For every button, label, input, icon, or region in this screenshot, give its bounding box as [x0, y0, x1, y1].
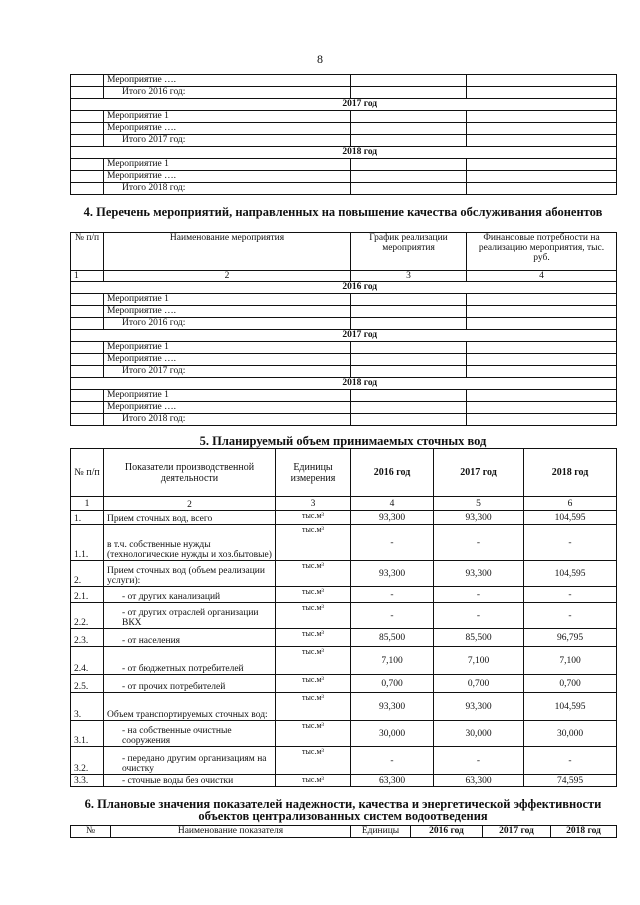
value-2017: 63,300 [434, 775, 524, 787]
row-label: - на собственные очистные сооружения [104, 721, 276, 747]
event-row [71, 402, 617, 414]
event-name: Мероприятие 1 [104, 294, 351, 306]
row-num: 2.5. [71, 675, 104, 693]
year-label: 2017 год [104, 99, 617, 111]
row-unit: тыс.м³ [276, 721, 351, 747]
value-2018: 74,595 [524, 775, 617, 787]
header-schedule: График реализации мероприятия [351, 233, 467, 271]
schedule-cell [351, 123, 467, 135]
value-2018: - [524, 603, 617, 629]
year-spacer [71, 330, 104, 342]
finance-cell [467, 183, 617, 195]
event-row [71, 390, 617, 402]
header-indicator: Показатели производственной деятельности [104, 449, 276, 497]
num-cell [71, 390, 104, 402]
table-row [71, 775, 617, 787]
total-label: Итого 2016 год: [104, 318, 351, 330]
row-num: 3.1. [71, 721, 104, 747]
row-unit: тыс.м³ [276, 603, 351, 629]
header-num: № п/п [71, 233, 104, 271]
header-indicator: Наименование показателя [111, 826, 351, 838]
event-row [71, 123, 617, 135]
event-name: Мероприятие 1 [104, 342, 351, 354]
col-number: 4 [351, 497, 434, 511]
value-2016: 93,300 [351, 561, 434, 587]
event-row [71, 306, 617, 318]
schedule-cell [351, 354, 467, 366]
value-2016: - [351, 747, 434, 775]
year-label: 2018 год [104, 378, 617, 390]
finance-cell [467, 75, 617, 87]
year-row [71, 378, 617, 390]
event-name: Мероприятие …. [104, 354, 351, 366]
section-6-table [70, 825, 617, 838]
schedule-cell [351, 342, 467, 354]
num-cell [71, 135, 104, 147]
event-row [71, 159, 617, 171]
finance-cell [467, 123, 617, 135]
section-4-title: 4. Перечень мероприятий, направленных на повышение качества обслуживания абонентов [83, 205, 603, 219]
year-row [71, 147, 617, 159]
value-2017: - [434, 587, 524, 603]
row-label: - от других отраслей организации ВКХ [104, 603, 276, 629]
num-cell [71, 318, 104, 330]
col-number: 4 [467, 271, 617, 282]
value-2017: - [434, 525, 524, 561]
table-row [71, 603, 617, 629]
finance-cell [467, 354, 617, 366]
table-row [71, 629, 617, 647]
value-2017: - [434, 603, 524, 629]
num-cell [71, 366, 104, 378]
year-row [71, 282, 617, 294]
value-2016: 30,000 [351, 721, 434, 747]
num-cell [71, 414, 104, 426]
row-num: 3.3. [71, 775, 104, 787]
header-2018: 2018 год [524, 449, 617, 497]
total-row [71, 183, 617, 195]
finance-cell [467, 171, 617, 183]
year-spacer [71, 378, 104, 390]
header-num: № п/п [71, 449, 104, 497]
event-row [71, 171, 617, 183]
event-row [71, 75, 617, 87]
header-name: Наименование мероприятия [104, 233, 351, 271]
schedule-cell [351, 414, 467, 426]
schedule-cell [351, 75, 467, 87]
value-2018: - [524, 747, 617, 775]
schedule-cell [351, 402, 467, 414]
total-row [71, 318, 617, 330]
header-2016: 2016 год [351, 449, 434, 497]
num-cell [71, 171, 104, 183]
row-num: 3.2. [71, 747, 104, 775]
page-number: 8 [317, 52, 323, 66]
row-label: Прием сточных вод, всего [104, 511, 276, 525]
total-row [71, 87, 617, 99]
table-row [71, 693, 617, 721]
col-number: 3 [351, 271, 467, 282]
row-unit: тыс.м³ [276, 647, 351, 675]
row-num: 2.1. [71, 587, 104, 603]
row-unit: тыс.м³ [276, 675, 351, 693]
value-2018: 0,700 [524, 675, 617, 693]
event-name: Мероприятие …. [104, 402, 351, 414]
num-cell [71, 354, 104, 366]
top-events-table [70, 74, 617, 195]
row-unit: тыс.м³ [276, 747, 351, 775]
total-row [71, 366, 617, 378]
value-2017: 7,100 [434, 647, 524, 675]
event-name: Мероприятие …. [104, 306, 351, 318]
table-row [71, 647, 617, 675]
table-row [71, 675, 617, 693]
col-number: 2 [104, 497, 276, 511]
row-label: Объем транспортируемых сточных вод: [104, 693, 276, 721]
num-cell [71, 294, 104, 306]
col-number: 3 [276, 497, 351, 511]
value-2018: 7,100 [524, 647, 617, 675]
num-cell [71, 123, 104, 135]
finance-cell [467, 159, 617, 171]
row-label: Прием сточных вод (объем реализации услуги): [104, 561, 276, 587]
row-unit: тыс.м³ [276, 511, 351, 525]
row-unit: тыс.м³ [276, 629, 351, 647]
col-number: 5 [434, 497, 524, 511]
schedule-cell [351, 294, 467, 306]
section-5-table [70, 448, 617, 787]
row-unit: тыс.м³ [276, 561, 351, 587]
finance-cell [467, 414, 617, 426]
value-2016: - [351, 603, 434, 629]
row-label: - сточные воды без очистки [104, 775, 276, 787]
event-name: Мероприятие …. [104, 75, 351, 87]
num-cell [71, 75, 104, 87]
row-num: 2.2. [71, 603, 104, 629]
value-2017: 30,000 [434, 721, 524, 747]
schedule-cell [351, 111, 467, 123]
total-label: Итого 2018 год: [104, 414, 351, 426]
finance-cell [467, 87, 617, 99]
row-label: - от населения [104, 629, 276, 647]
schedule-cell [351, 135, 467, 147]
finance-cell [467, 306, 617, 318]
header-2016: 2016 год [411, 826, 483, 838]
row-label: в т.ч. собственные нужды (технологические нужды и хоз.бытовые) [104, 525, 276, 561]
year-row [71, 330, 617, 342]
value-2017: 93,300 [434, 693, 524, 721]
row-num: 3. [71, 693, 104, 721]
section-5-title: 5. Планируемый объем принимаемых сточных вод [199, 434, 487, 448]
finance-cell [467, 135, 617, 147]
row-unit: тыс.м³ [276, 587, 351, 603]
event-row [71, 294, 617, 306]
event-row [71, 111, 617, 123]
col-number: 1 [71, 271, 104, 282]
total-row [71, 414, 617, 426]
table-row [71, 587, 617, 603]
total-label: Итого 2017 год: [104, 366, 351, 378]
year-spacer [71, 99, 104, 111]
event-name: Мероприятие 1 [104, 159, 351, 171]
event-name: Мероприятие …. [104, 123, 351, 135]
schedule-cell [351, 87, 467, 99]
table-row [71, 525, 617, 561]
header-2018: 2018 год [551, 826, 617, 838]
row-unit: тыс.м³ [276, 775, 351, 787]
year-row [71, 99, 617, 111]
row-unit: тыс.м³ [276, 693, 351, 721]
num-cell [71, 159, 104, 171]
schedule-cell [351, 159, 467, 171]
value-2016: 63,300 [351, 775, 434, 787]
finance-cell [467, 390, 617, 402]
section-6-title: 6. Плановые значения показателей надежности, качества и энергетической эффективности объектов централизованных систем водоотведения [84, 797, 602, 823]
value-2018: 104,595 [524, 693, 617, 721]
schedule-cell [351, 390, 467, 402]
value-2018: - [524, 525, 617, 561]
value-2017: 93,300 [434, 511, 524, 525]
schedule-cell [351, 318, 467, 330]
table-row [71, 511, 617, 525]
year-label: 2016 год [104, 282, 617, 294]
event-name: Мероприятие 1 [104, 111, 351, 123]
header-unit: Единицы [351, 826, 411, 838]
value-2018: 96,795 [524, 629, 617, 647]
year-label: 2018 год [104, 147, 617, 159]
header-unit: Единицы измерения [276, 449, 351, 497]
value-2017: 0,700 [434, 675, 524, 693]
schedule-cell [351, 366, 467, 378]
num-cell [71, 87, 104, 99]
row-unit: тыс.м³ [276, 525, 351, 561]
event-row [71, 342, 617, 354]
year-label: 2017 год [104, 330, 617, 342]
finance-cell [467, 342, 617, 354]
section-4-table [70, 232, 617, 426]
value-2018: 30,000 [524, 721, 617, 747]
total-label: Итого 2017 год: [104, 135, 351, 147]
col-number: 2 [104, 271, 351, 282]
value-2016: - [351, 587, 434, 603]
year-spacer [71, 147, 104, 159]
value-2016: 0,700 [351, 675, 434, 693]
num-cell [71, 183, 104, 195]
row-label: - от бюджетных потребителей [104, 647, 276, 675]
row-label: - передано другим организациям на очистку [104, 747, 276, 775]
total-label: Итого 2016 год: [104, 87, 351, 99]
row-num: 2.3. [71, 629, 104, 647]
value-2016: 93,300 [351, 511, 434, 525]
value-2017: - [434, 747, 524, 775]
value-2016: 93,300 [351, 693, 434, 721]
event-name: Мероприятие 1 [104, 390, 351, 402]
row-label: - от прочих потребителей [104, 675, 276, 693]
row-num: 2. [71, 561, 104, 587]
total-label: Итого 2018 год: [104, 183, 351, 195]
row-num: 1. [71, 511, 104, 525]
header-2017: 2017 год [483, 826, 551, 838]
col-number: 6 [524, 497, 617, 511]
event-row [71, 354, 617, 366]
num-cell [71, 402, 104, 414]
table-row [71, 721, 617, 747]
finance-cell [467, 402, 617, 414]
schedule-cell [351, 171, 467, 183]
value-2017: 85,500 [434, 629, 524, 647]
schedule-cell [351, 306, 467, 318]
finance-cell [467, 366, 617, 378]
finance-cell [467, 294, 617, 306]
num-cell [71, 342, 104, 354]
value-2017: 93,300 [434, 561, 524, 587]
header-finance: Финансовые потребности на реализацию мероприятия, тыс. руб. [467, 233, 617, 271]
value-2016: 7,100 [351, 647, 434, 675]
year-spacer [71, 282, 104, 294]
total-row [71, 135, 617, 147]
num-cell [71, 306, 104, 318]
num-cell [71, 111, 104, 123]
row-label: - от других канализаций [104, 587, 276, 603]
value-2016: 85,500 [351, 629, 434, 647]
value-2016: - [351, 525, 434, 561]
event-name: Мероприятие …. [104, 171, 351, 183]
value-2018: 104,595 [524, 561, 617, 587]
value-2018: - [524, 587, 617, 603]
table-row [71, 561, 617, 587]
header-2017: 2017 год [434, 449, 524, 497]
header-num: № [71, 826, 111, 838]
finance-cell [467, 111, 617, 123]
row-num: 1.1. [71, 525, 104, 561]
finance-cell [467, 318, 617, 330]
row-num: 2.4. [71, 647, 104, 675]
value-2018: 104,595 [524, 511, 617, 525]
schedule-cell [351, 183, 467, 195]
table-row [71, 747, 617, 775]
col-number: 1 [71, 497, 104, 511]
